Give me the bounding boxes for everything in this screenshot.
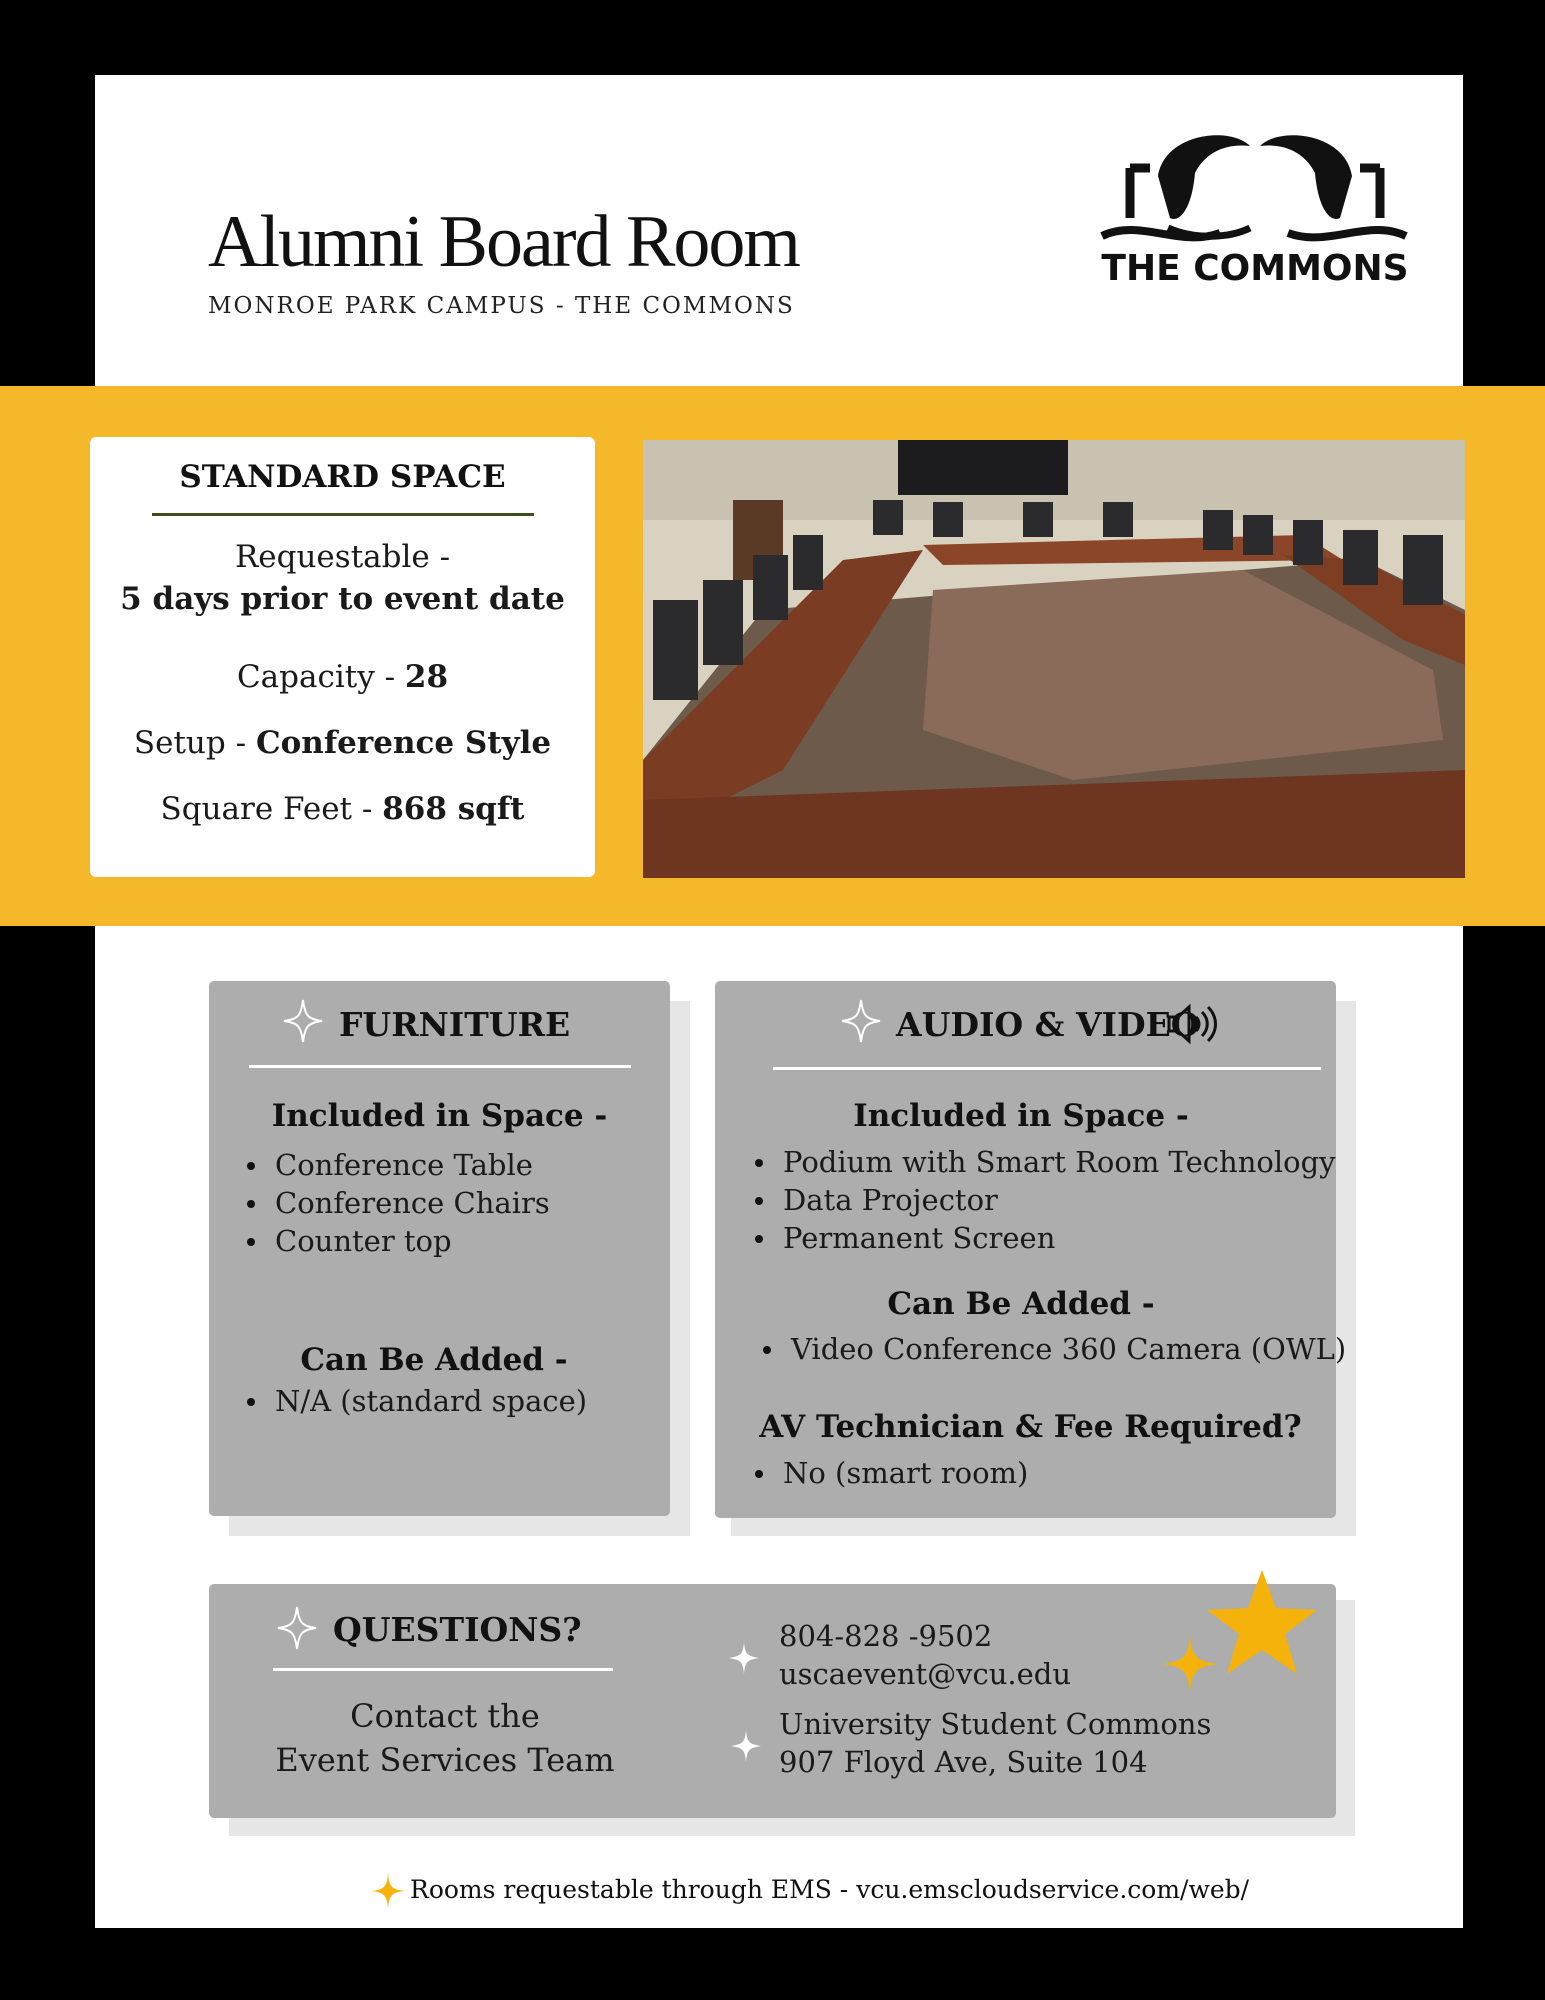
sqft-line bbox=[90, 788, 595, 830]
av-tech-heading: AV Technician & Fee Required? bbox=[759, 1409, 1302, 1445]
email-address: uscaevent@vcu.edu bbox=[779, 1657, 1072, 1691]
sqft-value: 868 sqft bbox=[382, 791, 525, 827]
list-item: Counter top bbox=[242, 1222, 550, 1260]
capacity-value: 28 bbox=[404, 659, 449, 695]
footer-sparkle-icon bbox=[368, 1871, 408, 1911]
page-title: Alumni Board Room bbox=[208, 201, 799, 283]
room-photo bbox=[643, 440, 1465, 878]
furniture-divider bbox=[249, 1065, 631, 1068]
furniture-added-list bbox=[242, 1382, 587, 1420]
page-subtitle: MONROE PARK CAMPUS - THE COMMONS bbox=[208, 293, 795, 319]
star-icon bbox=[729, 1728, 763, 1764]
av-divider bbox=[773, 1067, 1321, 1070]
sparkle-icon bbox=[840, 998, 882, 1044]
requestable-label: Requestable - bbox=[234, 539, 451, 575]
gold-star-icon bbox=[1205, 1568, 1320, 1678]
list-item: Permanent Screen bbox=[750, 1219, 1336, 1257]
questions-divider bbox=[273, 1668, 613, 1671]
gold-sparkle-icon bbox=[1160, 1633, 1220, 1695]
questions-contact-text bbox=[240, 1694, 650, 1782]
contact-line-1: Contact the bbox=[350, 1697, 540, 1735]
capacity-line bbox=[90, 656, 595, 698]
setup-label: Setup - bbox=[133, 725, 256, 761]
list-item: Video Conference 360 Camera (OWL) bbox=[758, 1330, 1346, 1368]
av-heading: AUDIO & VIDEO bbox=[896, 1005, 1200, 1044]
logo-text: THE COMMONS bbox=[1101, 248, 1409, 289]
standard-space-heading: STANDARD SPACE bbox=[179, 459, 506, 495]
furniture-heading: FURNITURE bbox=[339, 1005, 571, 1044]
list-item: Data Projector bbox=[750, 1181, 1336, 1219]
standard-space-card bbox=[90, 437, 595, 877]
sqft-label: Square Feet - bbox=[160, 791, 383, 827]
speaker-icon bbox=[1165, 1002, 1219, 1046]
list-item: Conference Chairs bbox=[242, 1184, 550, 1222]
av-included-heading: Included in Space - bbox=[853, 1098, 1189, 1134]
standard-space-divider bbox=[152, 513, 534, 516]
furniture-included-heading: Included in Space - bbox=[271, 1098, 608, 1134]
contact-line-2: Event Services Team bbox=[275, 1741, 615, 1779]
phone-number: 804-828 -9502 bbox=[779, 1619, 993, 1653]
footer-note: Rooms requestable through EMS - vcu.emscloudservice.com/web/ bbox=[410, 1875, 1250, 1904]
list-item: Podium with Smart Room Technology bbox=[750, 1143, 1336, 1181]
furniture-added-heading: Can Be Added - bbox=[300, 1342, 568, 1378]
list-item: No (smart room) bbox=[750, 1454, 1028, 1492]
av-added-list bbox=[758, 1330, 1346, 1368]
list-item: Conference Table bbox=[242, 1146, 550, 1184]
setup-line bbox=[90, 722, 595, 764]
av-added-heading: Can Be Added - bbox=[887, 1286, 1155, 1322]
av-included-list bbox=[750, 1143, 1336, 1257]
list-item: N/A (standard space) bbox=[242, 1382, 587, 1420]
av-tech-list bbox=[750, 1454, 1028, 1492]
sparkle-icon bbox=[276, 1605, 318, 1651]
setup-value: Conference Style bbox=[255, 725, 552, 761]
questions-heading: QUESTIONS? bbox=[333, 1610, 582, 1649]
address-line-1: University Student Commons bbox=[779, 1707, 1212, 1741]
requestable-value: 5 days prior to event date bbox=[120, 581, 565, 617]
capacity-label: Capacity - bbox=[236, 659, 405, 695]
address-line-2: 907 Floyd Ave, Suite 104 bbox=[779, 1745, 1148, 1779]
sparkle-icon bbox=[282, 998, 324, 1044]
star-icon bbox=[727, 1640, 761, 1676]
furniture-included-list bbox=[242, 1146, 550, 1260]
